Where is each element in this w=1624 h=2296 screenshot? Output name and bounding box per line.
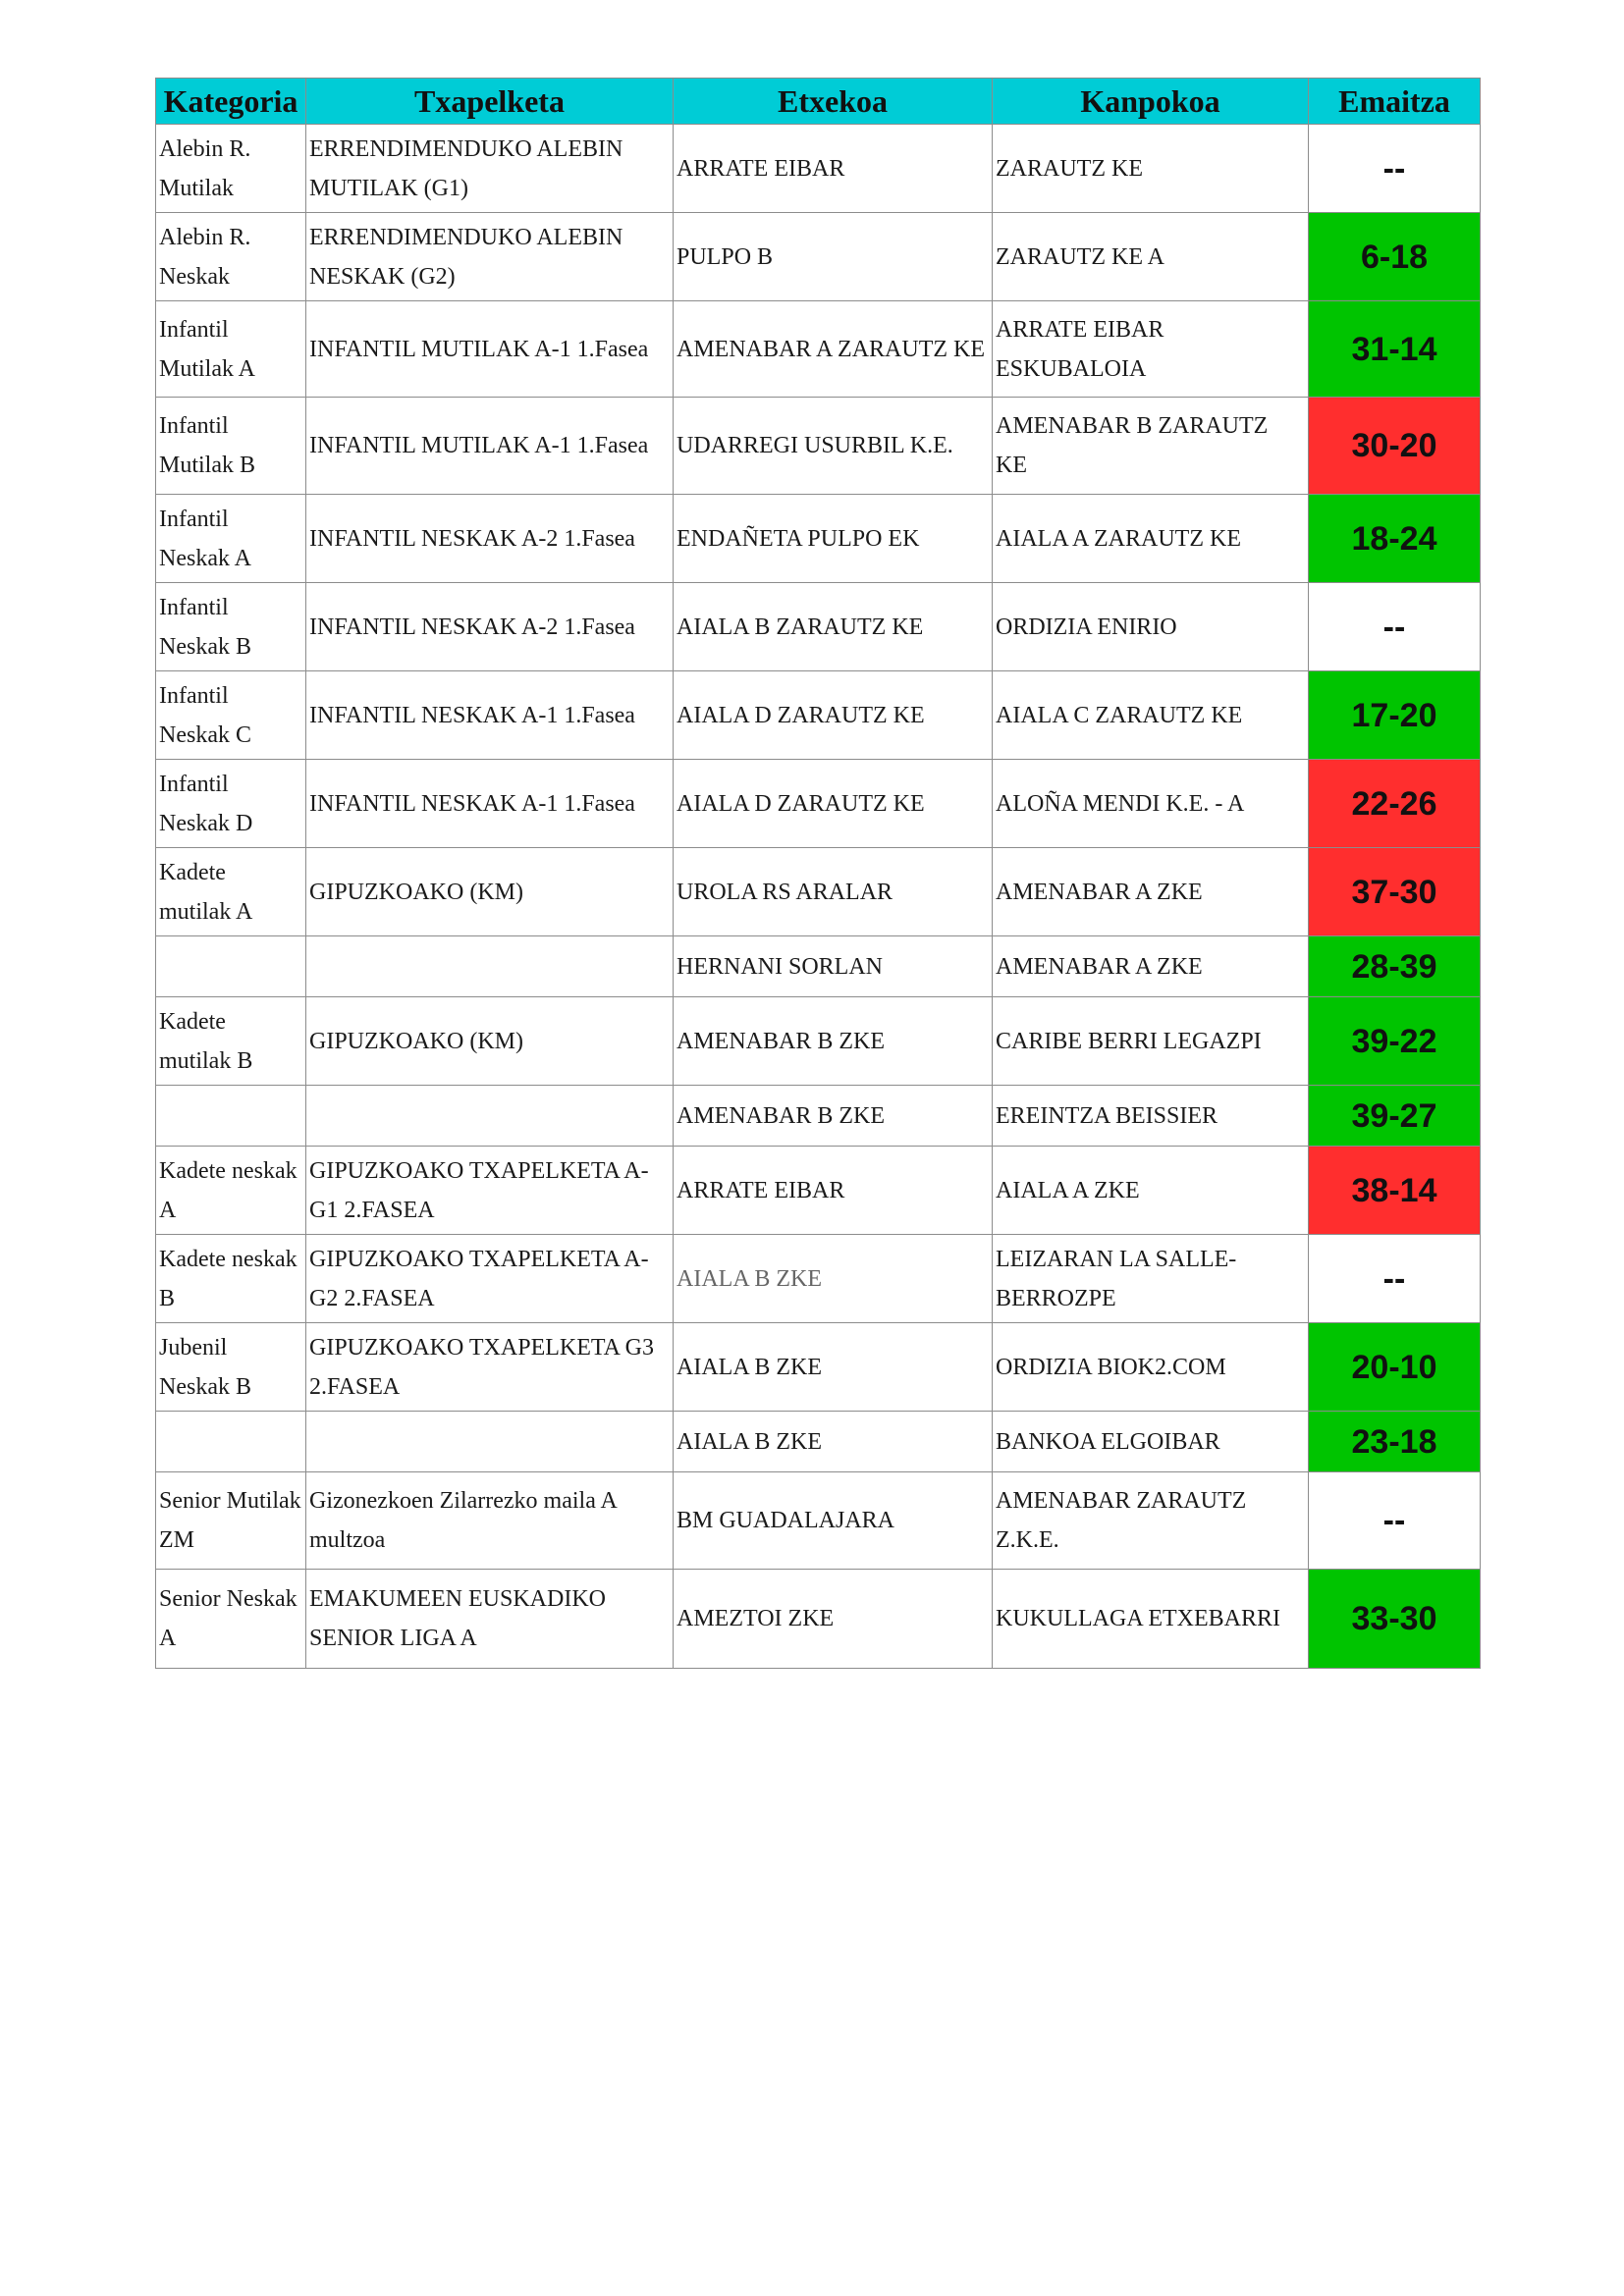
cell-txapelketa: INFANTIL MUTILAK A-1 1.Fasea xyxy=(306,301,674,398)
cell-kategoria xyxy=(156,1086,306,1147)
cell-kategoria: Kadete neskak B xyxy=(156,1235,306,1323)
cell-kategoria: Senior Mutilak ZM xyxy=(156,1472,306,1570)
cell-emaitza: -- xyxy=(1309,1472,1481,1570)
cell-etxekoa: AMENABAR B ZKE xyxy=(674,1086,993,1147)
cell-kanpokoa: LEIZARAN LA SALLE-BERROZPE xyxy=(993,1235,1309,1323)
cell-etxekoa: ARRATE EIBAR xyxy=(674,1147,993,1235)
cell-emaitza: -- xyxy=(1309,1235,1481,1323)
header-kategoria: Kategoria xyxy=(156,79,306,125)
table-row xyxy=(156,398,1481,495)
table-row xyxy=(156,495,1481,583)
cell-etxekoa: AIALA B ZKE xyxy=(674,1235,993,1323)
cell-kanpokoa: AIALA A ZARAUTZ KE xyxy=(993,495,1309,583)
cell-emaitza: 17-20 xyxy=(1309,671,1481,760)
cell-kategoria: Infantil Mutilak A xyxy=(156,301,306,398)
cell-kategoria: Alebin R. Neskak xyxy=(156,213,306,301)
cell-emaitza: 30-20 xyxy=(1309,398,1481,495)
header-kanpokoa: Kanpokoa xyxy=(993,79,1309,125)
cell-kanpokoa: ORDIZIA ENIRIO xyxy=(993,583,1309,671)
cell-etxekoa: ARRATE EIBAR xyxy=(674,125,993,213)
cell-emaitza: 20-10 xyxy=(1309,1323,1481,1412)
cell-txapelketa: ERRENDIMENDUKO ALEBIN NESKAK (G2) xyxy=(306,213,674,301)
table-row xyxy=(156,1570,1481,1669)
cell-txapelketa: Gizonezkoen Zilarrezko maila A multzoa xyxy=(306,1472,674,1570)
table-row xyxy=(156,760,1481,848)
cell-kanpokoa: BANKOA ELGOIBAR xyxy=(993,1412,1309,1472)
cell-etxekoa: AIALA B ZKE xyxy=(674,1323,993,1412)
cell-txapelketa: ERRENDIMENDUKO ALEBIN MUTILAK (G1) xyxy=(306,125,674,213)
cell-txapelketa: EMAKUMEEN EUSKADIKO SENIOR LIGA A xyxy=(306,1570,674,1669)
cell-etxekoa: AMEZTOI ZKE xyxy=(674,1570,993,1669)
cell-kategoria: Senior Neskak A xyxy=(156,1570,306,1669)
header-emaitza: Emaitza xyxy=(1309,79,1481,125)
cell-kategoria: Kadete mutilak B xyxy=(156,997,306,1086)
table-row xyxy=(156,1412,1481,1472)
table-row xyxy=(156,997,1481,1086)
cell-txapelketa: INFANTIL NESKAK A-1 1.Fasea xyxy=(306,671,674,760)
cell-kanpokoa: AMENABAR A ZKE xyxy=(993,848,1309,936)
cell-emaitza: 23-18 xyxy=(1309,1412,1481,1472)
cell-etxekoa: PULPO B xyxy=(674,213,993,301)
cell-kategoria: Infantil Neskak B xyxy=(156,583,306,671)
table-row xyxy=(156,583,1481,671)
cell-kanpokoa: EREINTZA BEISSIER xyxy=(993,1086,1309,1147)
cell-txapelketa: GIPUZKOAKO TXAPELKETA A-G1 2.FASEA xyxy=(306,1147,674,1235)
cell-kategoria: Infantil Neskak D xyxy=(156,760,306,848)
cell-kanpokoa: AMENABAR ZARAUTZ Z.K.E. xyxy=(993,1472,1309,1570)
header-etxekoa: Etxekoa xyxy=(674,79,993,125)
cell-emaitza: 22-26 xyxy=(1309,760,1481,848)
cell-txapelketa xyxy=(306,1086,674,1147)
cell-etxekoa: BM GUADALAJARA xyxy=(674,1472,993,1570)
cell-emaitza: 28-39 xyxy=(1309,936,1481,997)
cell-etxekoa: HERNANI SORLAN xyxy=(674,936,993,997)
cell-etxekoa: UDARREGI USURBIL K.E. xyxy=(674,398,993,495)
table-row xyxy=(156,848,1481,936)
table-row xyxy=(156,301,1481,398)
cell-kanpokoa: AIALA A ZKE xyxy=(993,1147,1309,1235)
table-row xyxy=(156,213,1481,301)
table-row xyxy=(156,1323,1481,1412)
cell-etxekoa: AIALA B ZARAUTZ KE xyxy=(674,583,993,671)
cell-kanpokoa: ZARAUTZ KE xyxy=(993,125,1309,213)
table-row xyxy=(156,1147,1481,1235)
cell-kategoria xyxy=(156,1412,306,1472)
header-row xyxy=(156,79,1481,125)
cell-emaitza: 6-18 xyxy=(1309,213,1481,301)
cell-kanpokoa: KUKULLAGA ETXEBARRI xyxy=(993,1570,1309,1669)
cell-kategoria: Kadete mutilak A xyxy=(156,848,306,936)
table-row xyxy=(156,936,1481,997)
cell-kanpokoa: AIALA C ZARAUTZ KE xyxy=(993,671,1309,760)
cell-txapelketa: GIPUZKOAKO TXAPELKETA G3 2.FASEA xyxy=(306,1323,674,1412)
cell-etxekoa: AIALA B ZKE xyxy=(674,1412,993,1472)
cell-txapelketa xyxy=(306,1412,674,1472)
cell-emaitza: -- xyxy=(1309,125,1481,213)
table-row xyxy=(156,671,1481,760)
cell-kategoria xyxy=(156,936,306,997)
cell-etxekoa: AMENABAR A ZARAUTZ KE xyxy=(674,301,993,398)
cell-kanpokoa: ORDIZIA BIOK2.COM xyxy=(993,1323,1309,1412)
cell-kanpokoa: AMENABAR B ZARAUTZ KE xyxy=(993,398,1309,495)
table-row xyxy=(156,1472,1481,1570)
cell-txapelketa: GIPUZKOAKO (KM) xyxy=(306,848,674,936)
cell-kategoria: Alebin R. Mutilak xyxy=(156,125,306,213)
cell-etxekoa: AIALA D ZARAUTZ KE xyxy=(674,671,993,760)
cell-txapelketa: INFANTIL MUTILAK A-1 1.Fasea xyxy=(306,398,674,495)
cell-emaitza: -- xyxy=(1309,583,1481,671)
cell-txapelketa: INFANTIL NESKAK A-2 1.Fasea xyxy=(306,495,674,583)
cell-kategoria: Kadete neskak A xyxy=(156,1147,306,1235)
table-row xyxy=(156,1086,1481,1147)
results-table xyxy=(155,78,1481,1669)
cell-txapelketa: GIPUZKOAKO (KM) xyxy=(306,997,674,1086)
cell-emaitza: 39-22 xyxy=(1309,997,1481,1086)
cell-kategoria: Infantil Mutilak B xyxy=(156,398,306,495)
cell-kanpokoa: ZARAUTZ KE A xyxy=(993,213,1309,301)
cell-emaitza: 31-14 xyxy=(1309,301,1481,398)
cell-etxekoa: ENDAÑETA PULPO EK xyxy=(674,495,993,583)
cell-emaitza: 33-30 xyxy=(1309,1570,1481,1669)
header-txapelketa: Txapelketa xyxy=(306,79,674,125)
table-row xyxy=(156,1235,1481,1323)
cell-kanpokoa: CARIBE BERRI LEGAZPI xyxy=(993,997,1309,1086)
cell-etxekoa: AIALA D ZARAUTZ KE xyxy=(674,760,993,848)
cell-kategoria: Infantil Neskak A xyxy=(156,495,306,583)
cell-etxekoa: AMENABAR B ZKE xyxy=(674,997,993,1086)
cell-emaitza: 18-24 xyxy=(1309,495,1481,583)
cell-kategoria: Infantil Neskak C xyxy=(156,671,306,760)
cell-txapelketa: INFANTIL NESKAK A-1 1.Fasea xyxy=(306,760,674,848)
cell-emaitza: 39-27 xyxy=(1309,1086,1481,1147)
cell-emaitza: 37-30 xyxy=(1309,848,1481,936)
cell-kanpokoa: ALOÑA MENDI K.E. - A xyxy=(993,760,1309,848)
cell-txapelketa xyxy=(306,936,674,997)
cell-etxekoa: UROLA RS ARALAR xyxy=(674,848,993,936)
cell-txapelketa: INFANTIL NESKAK A-2 1.Fasea xyxy=(306,583,674,671)
cell-kanpokoa: ARRATE EIBAR ESKUBALOIA xyxy=(993,301,1309,398)
cell-kanpokoa: AMENABAR A ZKE xyxy=(993,936,1309,997)
cell-kategoria: Jubenil Neskak B xyxy=(156,1323,306,1412)
cell-emaitza: 38-14 xyxy=(1309,1147,1481,1235)
table-row xyxy=(156,125,1481,213)
cell-txapelketa: GIPUZKOAKO TXAPELKETA A-G2 2.FASEA xyxy=(306,1235,674,1323)
